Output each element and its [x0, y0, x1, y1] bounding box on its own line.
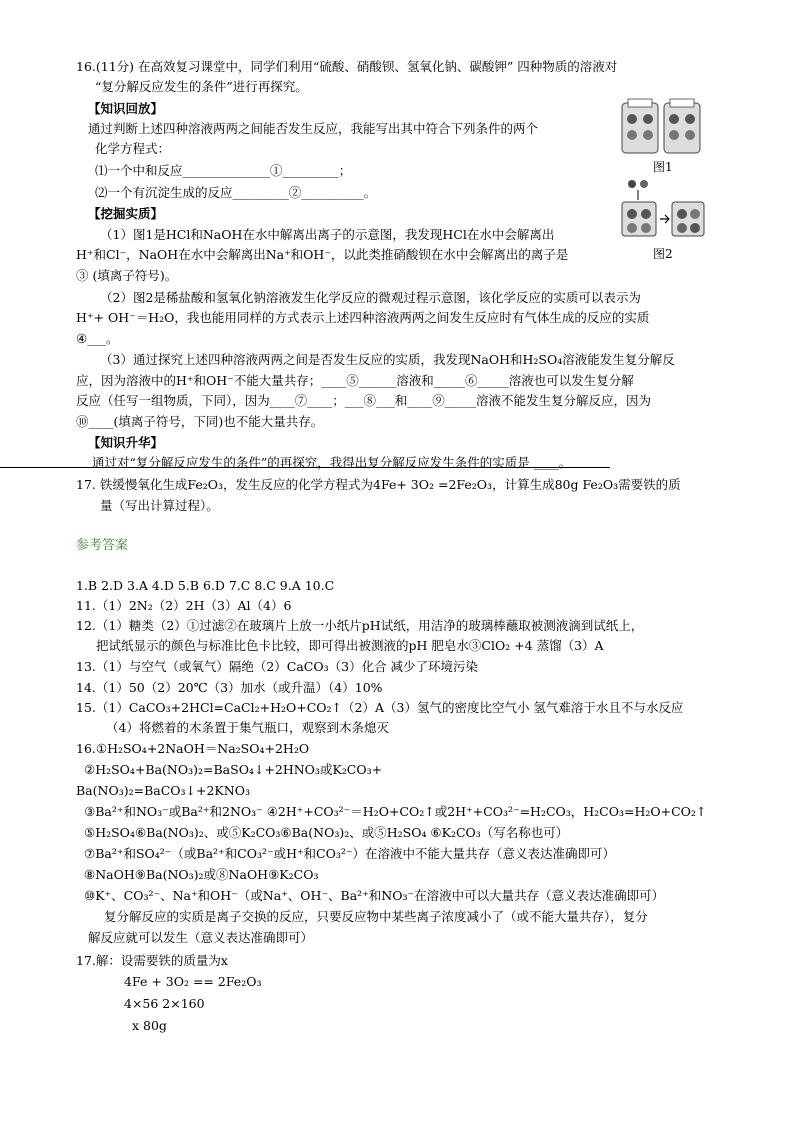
answer-17d: x 80g — [132, 1018, 167, 1033]
answer-16b: ②H₂SO₄+Ba(NO₃)₂=BaSO₄↓+2HNO₃或K₂CO₃+ — [84, 762, 383, 777]
q16-line2: “复分解反应发生的条件”进行再探究。 — [95, 79, 308, 94]
q16-heading-essence: 【挖掘实质】 — [88, 206, 164, 221]
answer-13: 13.（1）与空气（或氧气）隔绝（2）CaCO₃（3）化合 减少了环境污染 — [76, 659, 479, 674]
answer-16d: ③Ba²⁺和NO₃⁻或Ba²⁺和2NO₃⁻ ④2H⁺+CO₃²⁻＝H₂O+CO₂↑或2H⁺+CO₃²⁻=H₂CO₃，H₂CO₃=H₂O+CO₂↑ — [84, 804, 707, 819]
q16-line10: （2）图2是稀盐酸和氢氧化钠溶液发生化学反应的微观过程示意图，该化学反应的实质可以表示为 — [100, 290, 641, 305]
answer-17c: 4×56 2×160 — [124, 996, 205, 1011]
q16-line12: ④___。 — [76, 331, 119, 346]
answer-11: 11.（1）2N₂（2）2H（3）Al（4）6 — [76, 598, 292, 613]
q16-line13: （3）通过探究上述四种溶液两两之间是否发生反应的实质，我发现NaOH和H₂SO₄溶液能发生复分解反 — [100, 352, 675, 367]
q16-line15: 反应（任写一组物质，下同），因为____⑦____；___⑧___和____⑨_____溶液不能发生复分解反应，因为 — [76, 393, 652, 408]
q16-line4: 化学方程式： — [95, 141, 171, 156]
answer-1-10: 1.B 2.D 3.A 4.D 5.B 6.D 7.C 8.C 9.A 10.C — [76, 578, 335, 593]
q16-line16: ⑩____(填离子符号，下同)也不能大量共存。 — [76, 414, 324, 429]
answer-16c: Ba(NO₃)₂=BaCO₃↓+2KNO₃ — [76, 783, 250, 798]
answer-12a: 12.（1）糖类（2）①过滤②在玻璃片上放一小纸片pH试纸，用洁净的玻璃棒蘸取被测液滴到试纸上， — [76, 618, 644, 633]
answer-16i: 复分解反应的实质是离子交换的反应，只要反应物中某些离子浓度减小了（或不能大量共存），复分 — [104, 909, 648, 924]
answer-15a: 15.（1）CaCO₃+2HCl=CaCl₂+H₂O+CO₂↑（2）A（3）氢气的密度比空气小 氢气难溶于水且不与水反应 — [76, 700, 684, 715]
answer-16e: ⑤H₂SO₄⑥Ba(NO₃)₂、或⑤K₂CO₃⑥Ba(NO₃)₂、或⑤H₂SO₄ ⑥K₂CO₃（写名称也可） — [84, 825, 569, 840]
answers-title: 参考答案 — [76, 538, 129, 553]
q16-line3: 通过判断上述四种溶液两两之间能否发生反应，我能写出其中符合下列条件的两个 — [88, 121, 539, 136]
q16-line1: 16.(11分) 在高效复习课堂中，同学们利用“硫酸、硝酸钡、氢氧化钠、碳酸钾” 四种物质的溶液对 — [76, 59, 618, 74]
q16-heading-upgrade: 【知识升华】 — [88, 435, 164, 450]
answer-16g: ⑧NaOH⑨Ba(NO₃)₂或⑧NaOH⑨K₂CO₃ — [84, 867, 319, 882]
answer-16a: 16.①H₂SO₄+2NaOH＝Na₂SO₄+2H₂O — [76, 741, 310, 756]
q17-line1: 17. 铁缓慢氧化生成Fe₂O₃，发生反应的化学方程式为4Fe+ 3O₂ =2Fe₂O₃，计算生成80g Fe₂O₃需要铁的质 — [76, 477, 681, 492]
q16-line6: ⑵一个有沉淀生成的反应_________②__________。 — [95, 185, 377, 200]
q16-line17: 通过对“复分解反应发生的条件”的再探究，我得出复分解反应发生条件的实质是 ____。 — [92, 455, 572, 470]
figure2-reaction-diagram — [620, 178, 706, 240]
answer-15b: （4）将燃着的木条置于集气瓶口，观察到木条熄灭 — [106, 720, 389, 735]
answer-14: 14.（1）50（2）20℃（3）加水（或升温）（4）10% — [76, 680, 383, 695]
figure2-label: 图2 — [653, 247, 673, 261]
q16-line9: ③ (填离子符号)。 — [76, 268, 178, 283]
figure1-label: 图1 — [653, 160, 673, 174]
answer-17b: 4Fe + 3O₂ == 2Fe₂O₃ — [124, 974, 262, 989]
answer-16h: ⑩K⁺、CO₃²⁻、Na⁺和OH⁻（或Na⁺、OH⁻、Ba²⁺和NO₃⁻在溶液中可以大量共存（意义表达准确即可） — [84, 888, 665, 903]
figure1-beakers-diagram — [620, 97, 702, 157]
q16-line7: （1）图1是HCl和NaOH在水中解离出离子的示意图，我发现HCl在水中会解离出 — [100, 227, 555, 242]
q16-heading-review: 【知识回放】 — [88, 101, 164, 116]
answer-12b: 把试纸显示的颜色与标准比色卡比较，即可得出被测液的pH 肥皂水③ClO₂ +4 蒸馏（3）A — [96, 638, 604, 653]
q16-line8: H⁺和Cl⁻，NaOH在水中会解离出Na⁺和OH⁻，以此类推硝酸钡在水中会解离出的离子是 — [76, 247, 569, 262]
answer-16j: 解反应就可以发生（意义表达准确即可） — [88, 930, 314, 945]
q16-line14: 应，因为溶液中的H⁺和OH⁻不能大量共存；____⑤______溶液和_____⑥_____溶液也可以发生复分解 — [76, 373, 634, 388]
q17-line2: 量（写出计算过程）。 — [100, 498, 219, 513]
answer-17a: 17.解：设需要铁的质量为x — [76, 953, 228, 968]
q16-line11: H⁺+ OH⁻＝H₂O，我也能用同样的方式表示上述四种溶液两两之间发生反应时有气体生成的反应的实质 — [76, 310, 650, 325]
answer-16f: ⑦Ba²⁺和SO₄²⁻（或Ba²⁺和CO₃²⁻或H⁺和CO₃²⁻）在溶液中不能大量共存（意义表达准确即可） — [84, 846, 615, 861]
q16-line5: ⑴一个中和反应______________①_________； — [95, 163, 352, 178]
horizontal-rule — [0, 467, 610, 468]
